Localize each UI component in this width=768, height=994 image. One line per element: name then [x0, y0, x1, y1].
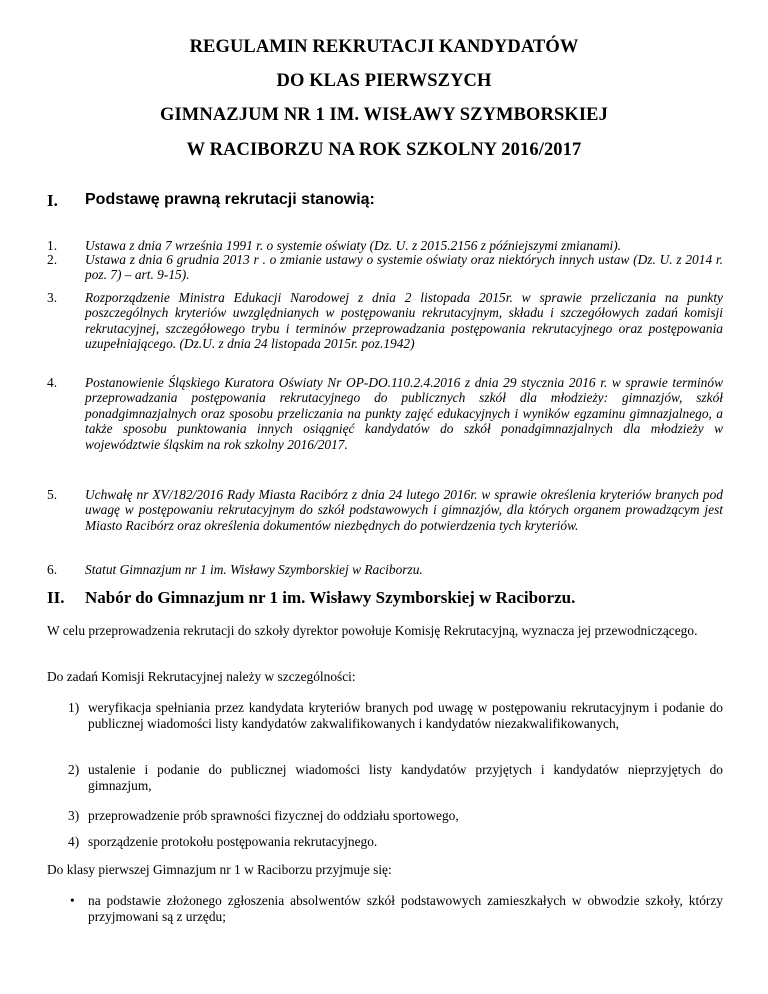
- paragraph-commission: W celu przeprowadzenia rekrutacji do szkoły dyrektor powołuje Komisję Rekrutacyjną, wyznacza jej przewodniczącego.: [47, 623, 698, 638]
- section-2-number: II.: [47, 588, 65, 607]
- title-line-4: W RACIBORZU NA ROK SZKOLNY 2016/2017: [186, 140, 582, 160]
- section-2-title: Nabór do Gimnazjum nr 1 im. Wisławy Szymborskiej w Raciborzu.: [85, 588, 576, 607]
- document-page: REGULAMIN REKRUTACJI KANDYDATÓW DO KLAS PIERWSZYCH GIMNAZJUM NR 1 IM. WISŁAWY SZYMBORSKIEJ W RACIBORZU NA ROK SZKOLNY 2016/2017 I. Podstawę prawną rekrutacji stanowią: 1. Ustawa z dnia 7 września 1991 r. o systemie oświaty (Dz. U. z 2015.2156 z późniejszymi zmianami). 2. Ustawa z dnia 6 grudnia 2013 r . o zmianie ustawy o systemie oświaty oraz niektórych innych ustaw (Dz. U. z 2014 r. poz. 7) – art. 9-15). 3. Rozporządzenie Ministra Edukacji Narodowej z dnia 2 listopada 2015r. w sprawie przeliczania na punkty poszczególnych kryteriów uwzględnianych w postępowaniu rekrutacyjnym, składu i szczegółowych zadań komisji rekrutacyjnej, szczegółowego trybu i terminów przeprowadzania postępowania rekrutacyjnego oraz postępowania uzupełniającego. (Dz.U. z dnia 24 listopada 2015r. poz.1942) 4. Postanowienie Śląskiego Kuratora Oświaty Nr OP-DO.110.2.4.2016 z dnia 29 stycznia 2016 r. w sprawie terminów przeprowadzania postępowania rekrutacyjnego do publicznych szkół dla młodzieży: gimnazjów, szkół ponadgimnazjalnych oraz sposobu przeliczania na punkty zajęć edukacyjnych i wyników egzaminu gimnazjalnego, a także sposobu punktowania innych osiągnięć kandydatów do szkół ponadgimnazjalnych dla młodzieży w województwie śląskim na rok szkolny 2016/2017. 5. Uchwałę nr XV/182/2016 Rady Miasta Racibórz z dnia 24 lutego 2016r. w sprawie określenia kryteriów branych pod uwagę w postępowaniu rekrutacyjnym do szkół podstawowych i gimnazjów, dla których organem prowadzącym jest Miasto Racibórz oraz określenia dokumentów niezbędnych do potwierdzenia tych kryteriów. 6. Statut Gimnazjum nr 1 im. Wisławy Szymborskiej w Raciborzu. II. Nabór do Gimnazjum nr 1 im. Wisławy Szymborskiej w Raciborzu. W celu przeprowadzenia rekrutacji do szkoły dyrektor powołuje Komisję Rekrutacyjną, wyznacza jej przewodniczącego. Do zadań Komisji Rekrutacyjnej należy w szczególności: 1) weryfikacja spełniania przez kandydata kryteriów branych pod uwagę w postępowaniu rekrutacyjnym i podanie do publicznej wiadomości listy kandydatów zakwalifikowanych i kandydatów niezakwalifikowanych, 2) ustalenie i podanie do publicznej wiadomości listy kandydatów przyjętych i kandydatów nieprzyjętych do gimnazjum, 3) przeprowadzenie prób sprawności fizycznej do oddziału sportowego, 4) sporządzenie protokołu postępowania rekrutacyjnego. Do klasy pierwszej Gimnazjum nr 1 w Raciborzu przyjmuje się: • na podstawie złożonego zgłoszenia absolwentów szkół podstawowych zamieszkałych w obwodzie szkoły, którzy przyjmowani są z urzędu;: [0, 0, 768, 994]
- title-line-1: REGULAMIN REKRUTACJI KANDYDATÓW: [189, 37, 579, 57]
- title-line-3: GIMNAZJUM NR 1 IM. WISŁAWY SZYMBORSKIEJ: [160, 105, 608, 125]
- section-1-number: I.: [47, 191, 58, 210]
- title-line-2: DO KLAS PIERWSZYCH: [276, 71, 492, 91]
- section-1-title: Podstawę prawną rekrutacji stanowią:: [85, 191, 375, 208]
- bullet-icon: •: [70, 893, 75, 908]
- paragraph-tasks-intro: Do zadań Komisji Rekrutacyjnej należy w szczególności:: [47, 669, 356, 684]
- paragraph-admission-intro: Do klasy pierwszej Gimnazjum nr 1 w Raciborzu przyjmuje się:: [47, 862, 392, 877]
